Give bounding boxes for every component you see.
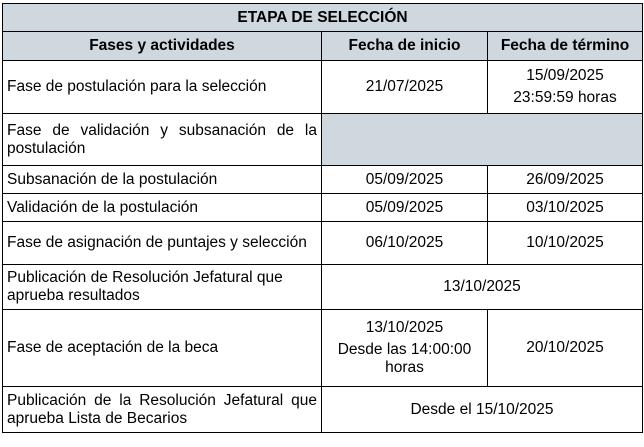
table-row [3,265,643,310]
header-phases: Fases y actividades [3,32,322,61]
selection-schedule-table [2,3,643,433]
start-date-cell [322,310,488,387]
table-title: ETAPA DE SELECCIÓN [3,4,643,32]
phase-cell: Fase de aceptación de la beca [3,310,322,387]
table-row [3,194,643,222]
table-row [3,166,643,194]
phase-cell: Fase de validación y subsanación de la postulación [3,114,322,166]
table-row [3,114,643,166]
phase-cell: Publicación de Resolución Jefatural que aprueba resultados [3,265,322,310]
end-time: 23:59:59 horas [513,89,617,106]
table-row [3,61,643,114]
start-date-cell: 06/10/2025 [322,222,488,265]
table-title-row [3,4,643,32]
start-date-cell: 05/09/2025 [322,166,488,194]
phase-cell: Subsanación de la postulación [3,166,322,194]
phase-cell: Fase de asignación de puntajes y selección [3,222,322,265]
end-date-cell: 20/10/2025 [488,310,643,387]
end-date-cell: 03/10/2025 [488,194,643,222]
start-date-cell: 05/09/2025 [322,194,488,222]
end-date-cell [488,61,643,114]
table-row [3,310,643,387]
end-date: 15/09/2025 [526,67,604,84]
end-date-cell: 10/10/2025 [488,222,643,265]
header-end-date: Fecha de término [488,32,643,61]
start-date: 13/10/2025 [365,319,444,336]
phase-cell: Validación de la postulación [3,194,322,222]
table-row [3,222,643,265]
header-start-date: Fecha de inicio [322,32,488,61]
date-cell: 13/10/2025 [322,265,643,310]
phase-cell: Publicación de la Resolución Jefatural que aprueba Lista de Becarios [3,387,322,433]
phase-cell: Fase de postulación para la selección [3,61,322,114]
shaded-empty-cell [322,114,643,166]
start-time-note: Desde las 14:00:00 horas [337,341,472,376]
table-row [3,387,643,433]
table-header-row [3,32,643,61]
end-date-cell: 26/09/2025 [488,166,643,194]
date-cell: Desde el 15/10/2025 [322,387,643,433]
start-date-cell: 21/07/2025 [322,61,488,114]
